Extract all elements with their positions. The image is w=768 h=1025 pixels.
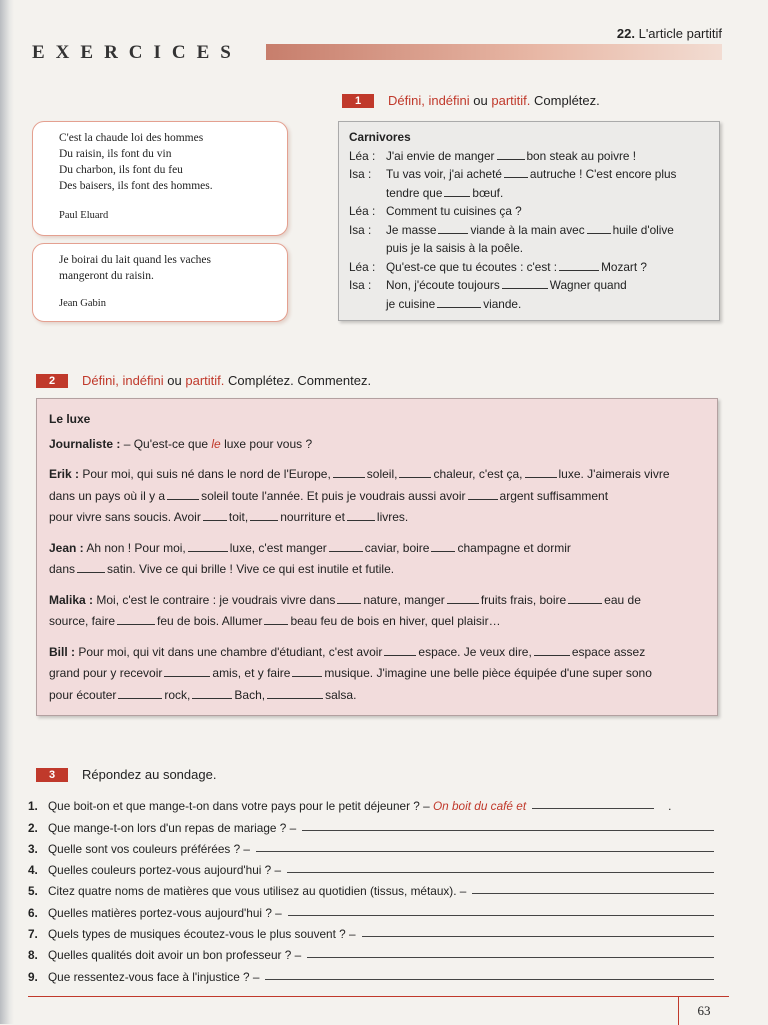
dialogue-line: Isa : Tu vas voir, j'ai acheté autruche ! C'est encore plus <box>349 167 677 181</box>
fill-blank[interactable] <box>559 258 599 271</box>
dialogue-line: Léa : Comment tu cuisines ça ? <box>349 204 522 218</box>
fill-blank[interactable] <box>203 508 227 521</box>
chapter-number: 22. <box>616 26 635 41</box>
answer-line[interactable] <box>532 808 654 809</box>
quote-author: Paul Eluard <box>59 210 109 221</box>
survey-question: 6. Quelles matières portez-vous aujourd'hui ? – <box>28 898 728 919</box>
paragraph-journaliste: Journaliste : – Qu'est-ce que le luxe pour vous ? <box>49 436 313 451</box>
fill-blank[interactable] <box>250 508 278 521</box>
answer-line[interactable] <box>307 957 714 958</box>
exercise-number-badge: 2 <box>36 374 68 388</box>
quote-line: Du raisin, ils font du vin <box>59 148 172 160</box>
fill-blank[interactable] <box>337 591 361 604</box>
fill-blank[interactable] <box>431 539 455 552</box>
answer-line[interactable] <box>362 936 714 937</box>
exercise-1-heading: 1 Défini, indéfini ou partitif. Complétez. <box>342 93 600 108</box>
footer-rule <box>28 996 678 997</box>
dialogue-line: Isa : Je masse viande à la main avec huile d'olive <box>349 222 674 237</box>
quote-line: Du charbon, ils font du feu <box>59 164 183 176</box>
fill-blank[interactable] <box>587 221 611 234</box>
fill-blank[interactable] <box>192 686 232 699</box>
answer-line[interactable] <box>472 893 714 894</box>
fill-blank[interactable] <box>264 612 288 625</box>
survey-question: 5. Citez quatre noms de matières que vous utilisez au quotidien (tissus, métaux). – <box>28 877 728 898</box>
chapter-title: L'article partitif <box>638 26 722 41</box>
fill-blank[interactable] <box>329 539 363 552</box>
dialogue-line: Isa : Non, j'écoute toujours Wagner quand <box>349 278 627 292</box>
answer-line[interactable] <box>256 851 714 852</box>
dialogue-line: tendre que bœuf. <box>386 185 504 200</box>
fill-blank[interactable] <box>267 686 323 699</box>
fill-blank[interactable] <box>77 560 105 573</box>
fill-blank[interactable] <box>167 487 199 500</box>
survey-question: 1. Que boit-on et que mange-t-on dans votre pays pour le petit déjeuner ? – On boit du café et . <box>28 799 672 814</box>
text-title: Le luxe <box>49 412 91 426</box>
fill-blank[interactable] <box>437 295 481 308</box>
fill-blank[interactable] <box>384 643 416 656</box>
exercise-2-heading: 2 Défini, indéfini ou partitif. Complétez. Commentez. <box>36 373 371 388</box>
answer-line[interactable] <box>265 979 714 980</box>
fill-blank[interactable] <box>497 147 525 160</box>
fill-blank[interactable] <box>438 221 468 234</box>
fill-blank[interactable] <box>118 686 162 699</box>
fill-blank[interactable] <box>347 508 375 521</box>
quote-box-gabin <box>32 243 288 322</box>
exercise-2-text-box <box>36 398 718 716</box>
fill-blank[interactable] <box>468 487 498 500</box>
survey-question: 9. Que ressentez-vous face à l'injustice ? – <box>28 962 728 983</box>
fill-blank[interactable] <box>164 664 210 677</box>
dialogue-line: puis je la saisis à la poêle. <box>386 241 524 255</box>
fill-blank[interactable] <box>333 465 365 478</box>
quote-line: Je boirai du lait quand les vaches <box>59 254 212 266</box>
exercise-number-badge: 1 <box>342 94 374 108</box>
fill-blank[interactable] <box>444 184 470 197</box>
exercise-1-dialogue-box <box>338 121 720 321</box>
survey-question: 7. Quels types de musiques écoutez-vous le plus souvent ? – <box>28 920 728 941</box>
fill-blank[interactable] <box>117 612 155 625</box>
fill-blank[interactable] <box>502 276 548 289</box>
paragraph-erik: Erik : Pour moi, qui suis né dans le nord de l'Europe, soleil, chaleur, c'est ça, luxe. J'aimerais vivre dans un pays où il y a soleil toute l'année. Et puis je voudrais aussi avoir argent suffisamment pour vivre sans soucis. Avoir toit, nourriture et livres. <box>49 467 670 524</box>
survey-question: 2. Que mange-t-on lors d'un repas de mariage ? – <box>28 813 728 834</box>
quote-box-eluard <box>32 121 288 236</box>
exercise-number-badge: 3 <box>36 768 68 782</box>
dialogue-line: Léa : J'ai envie de manger bon steak au poivre ! <box>349 148 637 163</box>
dialogue-line: je cuisine viande. <box>386 296 522 311</box>
paragraph-malika: Malika : Moi, c'est le contraire : je voudrais vivre dans nature, manger fruits frais, boire eau de source, faire feu de bois. Allumer beau feu de bois en hiver, quel plaisir… <box>49 592 641 628</box>
page-number: 63 <box>678 996 729 1025</box>
quote-line: Des baisers, ils font des hommes. <box>59 180 213 192</box>
quote-author: Jean Gabin <box>59 298 106 309</box>
fill-blank[interactable] <box>568 591 602 604</box>
dialogue-line: Léa : Qu'est-ce que tu écoutes : c'est : Mozart ? <box>349 259 647 274</box>
quote-line: C'est la chaude loi des hommes <box>59 132 204 144</box>
survey-question: 4. Quelles couleurs portez-vous aujourd'hui ? – <box>28 856 728 877</box>
survey-question: 3. Quelle sont vos couleurs préférées ? – <box>28 835 728 856</box>
header-decorative-bar <box>266 44 722 60</box>
fill-blank[interactable] <box>292 664 322 677</box>
book-spine-shadow <box>0 0 14 1024</box>
fill-blank[interactable] <box>399 465 431 478</box>
fill-blank[interactable] <box>447 591 479 604</box>
exercise-3-heading: 3 Répondez au sondage. <box>36 767 216 782</box>
answer-line[interactable] <box>287 872 714 873</box>
chapter-heading <box>617 26 722 41</box>
dialogue-title: Carnivores <box>349 130 411 144</box>
survey-questions <box>28 792 728 984</box>
quote-line: mangeront du raisin. <box>59 270 154 282</box>
survey-question: 8. Quelles qualités doit avoir un bon professeur ? – <box>28 941 728 962</box>
answer-line[interactable] <box>288 915 714 916</box>
answer-line[interactable] <box>302 830 714 831</box>
fill-blank[interactable] <box>534 643 570 656</box>
paragraph-jean: Jean : Ah non ! Pour moi, luxe, c'est manger caviar, boire champagne et dormir dans satin. Vive ce qui brille ! Vive ce qui est inutile et futile. <box>49 540 571 576</box>
example-answer: On boit du café et <box>432 799 527 814</box>
fill-blank[interactable] <box>525 465 557 478</box>
fill-blank[interactable] <box>504 165 528 178</box>
page-header-title: EXERCICES <box>32 42 242 63</box>
fill-blank[interactable] <box>188 539 228 552</box>
paragraph-bill: Bill : Pour moi, qui vit dans une chambre d'étudiant, c'est avoir espace. Je veux dire, espace assez grand pour y recevoir amis, et y faire musique. J'imagine une belle pièce équipée d'une super sono pour écouter rock, Bach, salsa. <box>49 644 652 702</box>
